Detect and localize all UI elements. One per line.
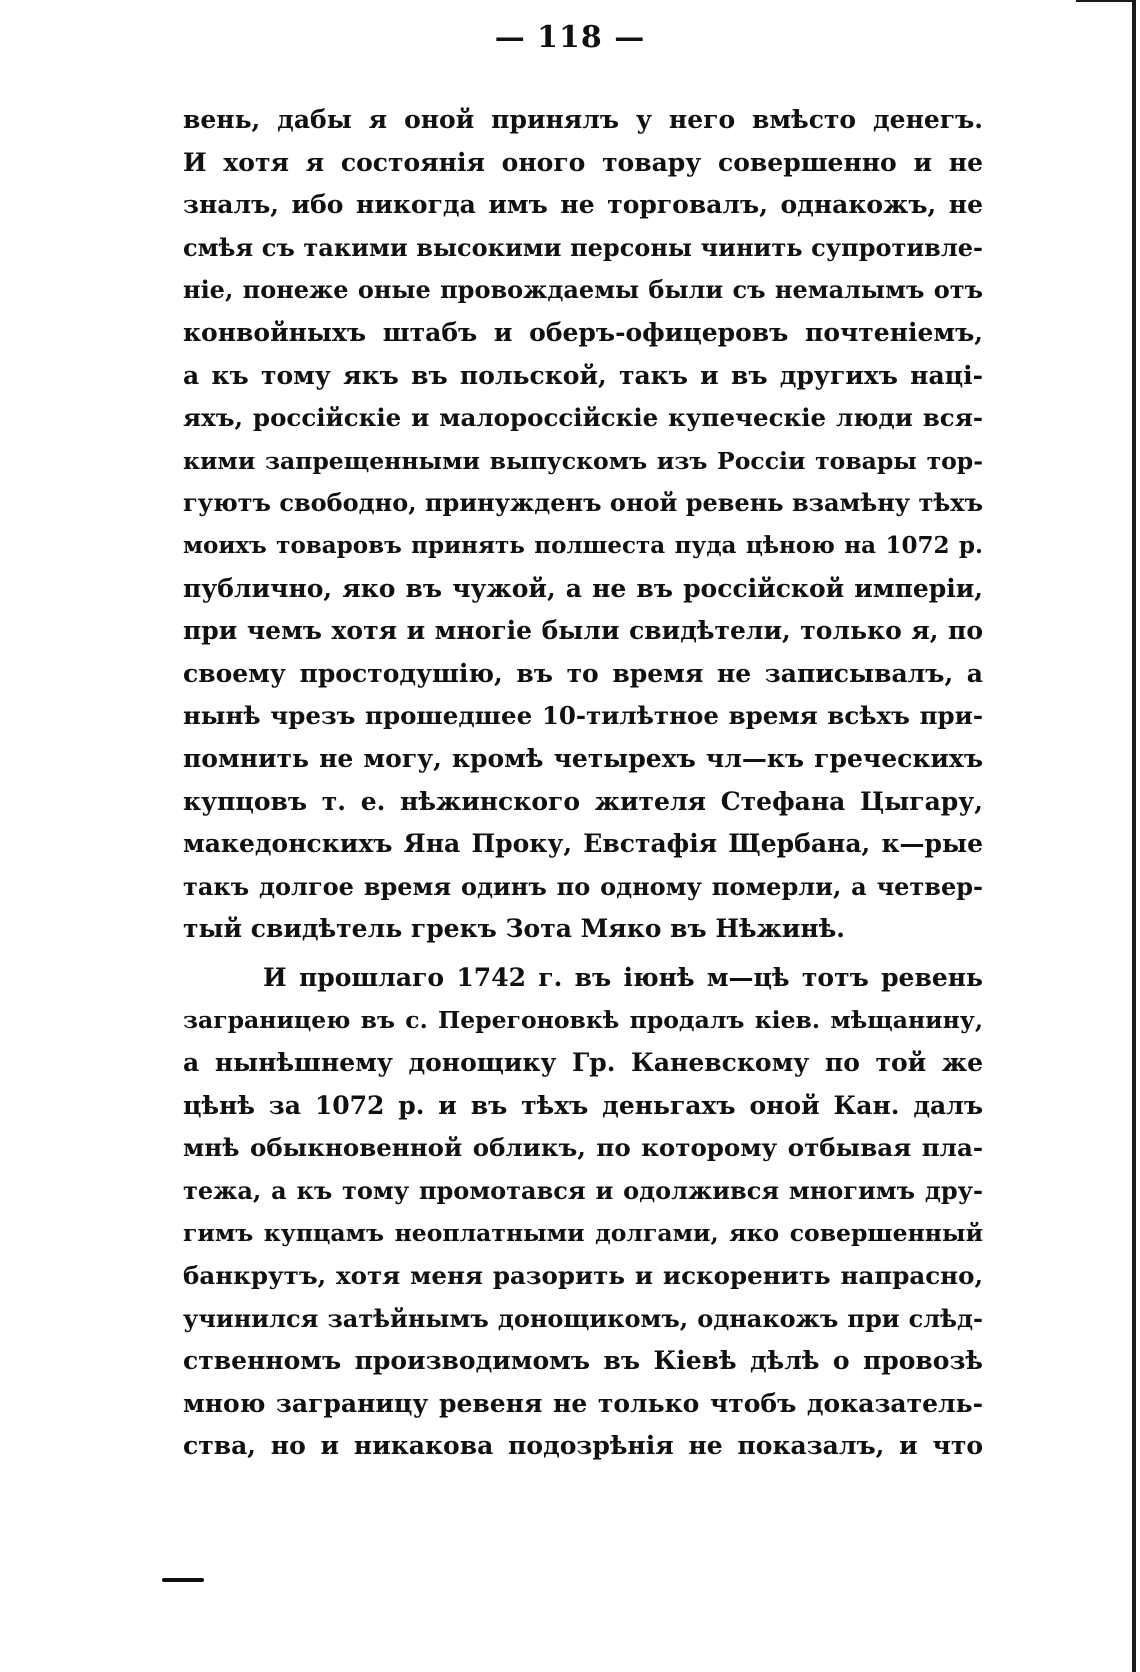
text-line: тый свидѣтель грекъ Зота Мяко въ Нѣжинѣ.: [183, 914, 845, 944]
page-edge-rule: [1132, 0, 1136, 1672]
text-line: И прошлаго 1742 г. въ іюнѣ м—цѣ тотъ ревень: [263, 962, 983, 992]
text-line: банкрутъ, хотя меня разорить и искоренить напрасно,: [183, 1261, 983, 1291]
text-line: а нынѣшнему донощику Гр. Каневскому по той же: [183, 1048, 983, 1078]
text-line: своему простодушію, въ то время не записывалъ, а: [183, 658, 983, 688]
page-edge-top-rule: [1076, 0, 1136, 2]
footnote-rule: [162, 1578, 204, 1582]
text-line: такъ долгое время одинъ по одному померли, а четвер-: [183, 871, 983, 901]
text-line: гуютъ свободно, принужденъ оной ревень взамѣну тѣхъ: [183, 488, 983, 518]
text-line: цѣнѣ за 1072 р. и въ тѣхъ деньгахъ оной Кан. далъ: [183, 1090, 983, 1120]
text-line: мнѣ обыкновенной обликъ, по которому отбывая пла-: [183, 1133, 983, 1163]
text-line: И хотя я состоянія оного товару совершенно и не: [183, 147, 983, 177]
text-line: учинился затѣйнымъ донощикомъ, однакожъ при слѣд-: [183, 1303, 983, 1333]
text-line: заграницею въ с. Перегоновкѣ продалъ кіев. мѣщанину,: [183, 1006, 983, 1035]
text-line: гимъ купцамъ неоплатными долгами, яко совершенный: [183, 1219, 983, 1248]
text-line: ства, но и никакова подозрѣнія не показалъ, и что: [183, 1431, 983, 1461]
text-line: нынѣ чрезъ прошедшее 10-тилѣтное время всѣхъ при-: [183, 701, 983, 731]
text-line: публично, яко въ чужой, а не въ россійской имперіи,: [183, 573, 983, 603]
text-line: конвойныхъ штабъ и оберъ-офицеровъ почтеніемъ,: [183, 317, 983, 347]
text-line: ственномъ производимомъ въ Кіевѣ дѣлѣ о провозѣ: [183, 1346, 983, 1376]
text-line: тежа, а къ тому промотався и одолжився многимъ дру-: [183, 1175, 983, 1205]
text-line: а къ тому якъ въ польской, такъ и въ другихъ наці-: [183, 360, 983, 390]
text-line: македонскихъ Яна Проку, Евстафія Щербана, к—рые: [183, 829, 983, 859]
text-line: вень, дабы я оной принялъ у него вмѣсто денегъ.: [183, 105, 983, 134]
page-number: — 118 —: [494, 20, 646, 55]
text-line: моихъ товаровъ принять полшеста пуда цѣною на 1072 р.: [183, 531, 983, 559]
body-text: [183, 99, 983, 1468]
text-line: яхъ, россійскіе и малороссійскіе купеческіе люди вся-: [183, 403, 983, 433]
text-line: при чемъ хотя и многіе были свидѣтели, только я, по: [183, 616, 983, 646]
text-line: мною заграницу ревеня не только чтобъ доказатель-: [183, 1388, 983, 1418]
text-line: смѣя съ такими высокими персоны чинить супротивле-: [183, 232, 983, 262]
text-line: ніе, понеже оные провождаемы были съ немалымъ отъ: [183, 275, 983, 305]
text-line: кими запрещенными выпускомъ изъ Россіи товары тор-: [183, 446, 983, 475]
text-line: зналъ, ибо никогда имъ не торговалъ, однакожъ, не: [183, 190, 983, 220]
text-line: помнить не могу, кромѣ четырехъ чл—къ греческихъ: [183, 743, 983, 773]
paragraph-1: [183, 99, 983, 951]
text-line: купцовъ т. е. нѣжинского жителя Стефана Цыгару,: [183, 786, 983, 816]
paragraph-2: [183, 957, 983, 1468]
